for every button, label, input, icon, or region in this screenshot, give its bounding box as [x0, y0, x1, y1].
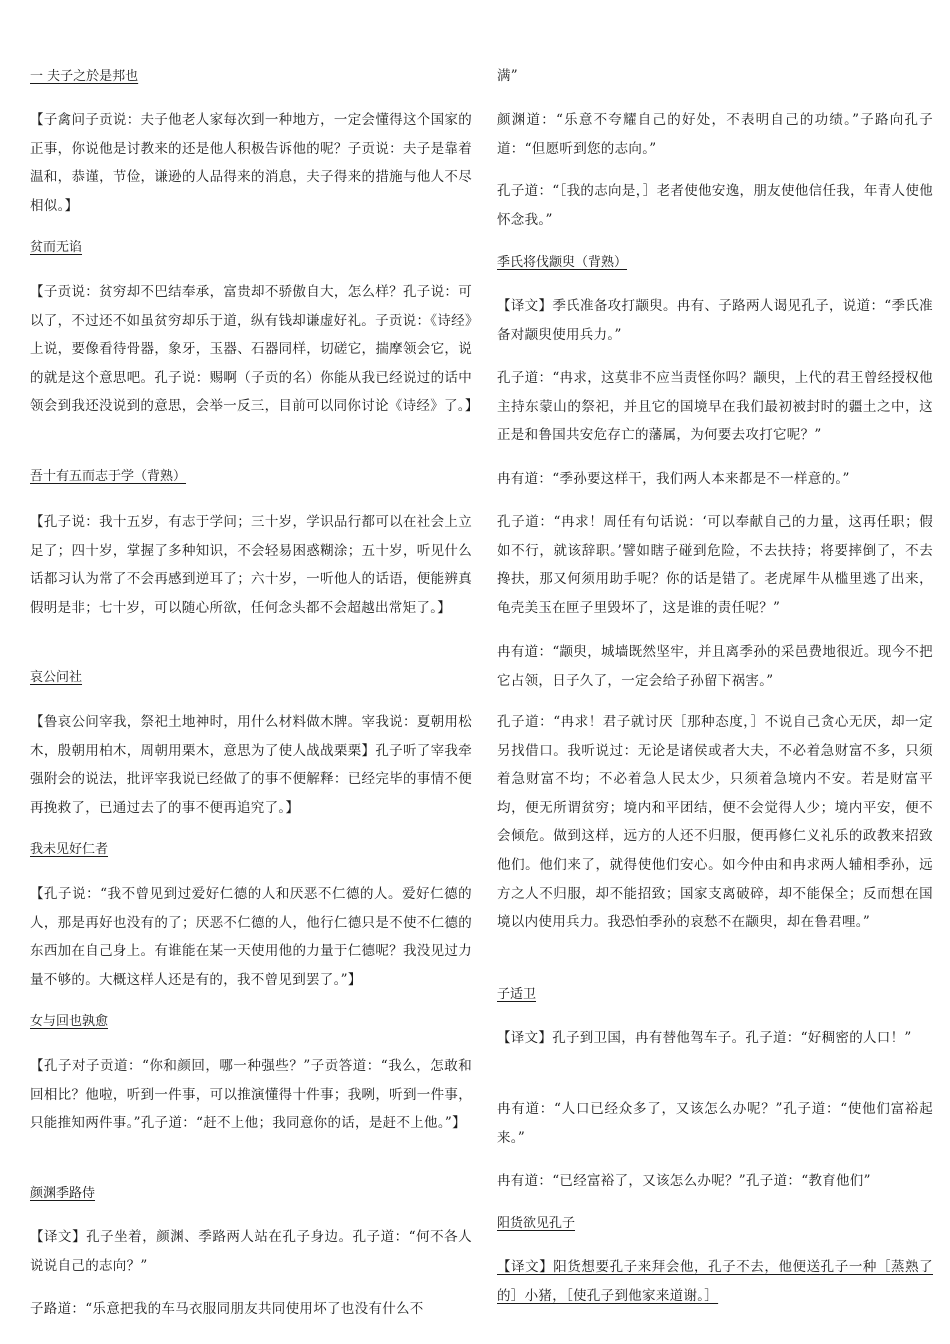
paragraph: 【子禽问子贡说：夫子他老人家每次到一种地方，一定会懂得这个国家的正事，你说他是讨教来的还是他人积极告诉他的呢？子贡说：夫子是靠着温和，恭谨，节俭，谦逊的人品得来的消息，夫子得来的措施与他人不尽相似。】	[30, 112, 472, 214]
paragraph: 【译文】季氏准备攻打颛臾。冉有、子路两人谒见孔子，说道：“季氏准备对颛臾使用兵力。”	[497, 298, 933, 343]
paragraph: 冉有道：“已经富裕了，又该怎么办呢？”孔子道：“教育他们”	[497, 1173, 871, 1189]
paragraph: 孔子道：“［我的志向是，］老者使他安逸，朋友使他信任我，年青人使他怀念我。”	[497, 183, 933, 228]
section-heading: 颜渊季路侍	[30, 1186, 96, 1201]
section-heading: 阳货欲见孔子	[497, 1216, 576, 1231]
paragraph: 冉有道：“季孙要这样干，我们两人本来都是不一样意的。”	[497, 471, 850, 487]
paragraph: 【鲁哀公问宰我，祭祀土地神时，用什么材料做木牌。宰我说：夏朝用松木，殷朝用柏木，周朝用栗木，意思为了使人战战栗栗】孔子听了宰我牵强附会的说法，批评宰我说已经做了的事不便解释：已经完毕的事情不便再挽救了，已通过去了的事不便再追究了。】	[30, 714, 472, 816]
paragraph: 【孔子说：“我不曾见到过爱好仁德的人和厌恶不仁德的人。爱好仁德的人，那是再好也没有的了；厌恶不仁德的人，他行仁德只是不使不仁德的东西加在自己身上。有谁能在某一天使用他的力量于仁德呢？我没见过力量不够的。大概这样人还是有的，我不曾见到罢了。”】	[30, 886, 472, 988]
section-heading: 一 夫子之於是邦也	[30, 69, 139, 84]
paragraph: 孔子道：“冉求！君子就讨厌［那种态度，］不说自己贪心无厌，却一定另找借口。我听说过：无论是诸侯或者大夫，不必着急财富不多，只须着急财富不均；不必着急人民太少，只须着急境内不安。若是财富平均，便无所谓贫穷；境内和平团结，便不会觉得人少；境内平安，便不会倾危。做到这样，远方的人还不归服，便再修仁义礼乐的政教来招致他们。他们来了，就得使他们安心。如今仲由和冉求两人辅相季孙，远方之人不归服，却不能招致；国家支离破碎，却不能保全；反而想在国境以内使用兵力。我恐怕季孙的哀愁不在颛臾，却在鲁君哩。”	[497, 714, 933, 931]
paragraph: 【子贡说：贫穷却不巴结奉承，富贵却不骄傲自大，怎么样？孔子说：可以了，不过还不如虽贫穷却乐于道，纵有钱却谦虚好礼。子贡说：《诗经》上说，要像看待骨器，象牙，玉器、石器同样，切磋它，揣摩领会它，说的就是这个意思吧。孔子说：赐啊（子贡的名）你能从我已经说过的话中领会到我还没说到的意思，会举一反三，目前可以同你讨论《诗经》了。】	[30, 284, 479, 415]
section-heading: 吾十有五而志于学（背熟）	[30, 469, 187, 484]
paragraph: 冉有道：“人口已经众多了，又该怎么办呢？”孔子道：“使他们富裕起来。”	[497, 1101, 933, 1146]
paragraph: 【孔子说：我十五岁，有志于学问；三十岁，学识品行都可以在社会上立足了；四十岁，掌握了多种知识，不会轻易困惑糊涂；五十岁，听见什么话都习认为常了不会再感到逆耳了；六十岁，一听他人的话语，便能辨真假明是非；七十岁，可以随心所欲，任何念头都不会超越出常矩了。】	[30, 514, 472, 616]
paragraph: 满”	[497, 68, 519, 84]
paragraph: 【译文】孔子坐着，颜渊、季路两人站在孔子身边。孔子道：“何不各人说说自己的志向？”	[30, 1229, 472, 1274]
section-heading: 女与回也孰愈	[30, 1014, 109, 1029]
section-heading: 我未见好仁者	[30, 842, 109, 857]
paragraph: 【译文】阳货想要孔子来拜会他，孔子不去，他便送孔子一种［蒸熟了的］小猪，［使孔子到他家来道谢。］	[497, 1259, 933, 1304]
section-heading: 哀公问社	[30, 670, 83, 685]
paragraph: 孔子道：“冉求，这莫非不应当责怪你吗？颛臾，上代的君王曾经授权他主持东蒙山的祭祀，并且它的国境早在我们最初被封时的疆土之中，这正是和鲁国共安危存亡的藩属，为何要去攻打它呢？”	[497, 370, 933, 444]
paragraph: 【孔子对子贡道：“你和颜回，哪一种强些？”子贡答道：“我么，怎敢和回相比？他啦，听到一件事，可以推演懂得十件事；我咧，听到一件事，只能推知两件事。”孔子道：“赶不上他；我同意你的话，是赶不上他。”】	[30, 1058, 472, 1132]
paragraph: 冉有道：“颛臾，城墙既然坚牢，并且离季孙的采邑费地很近。现今不把它占领，日子久了，一定会给子孙留下祸害。”	[497, 644, 933, 689]
paragraph: 【译文】孔子到卫国，冉有替他驾车子。孔子道：“好稠密的人口！”	[497, 1030, 912, 1046]
section-heading: 季氏将伐颛臾（背熟）	[497, 255, 628, 270]
paragraph: 孔子道：“冉求！周任有句话说：‘可以奉献自己的力量，这再任职；假如不行，就该辞职。’譬如瞎子碰到危险，不去扶持；将要摔倒了，不去搀扶，那又何须用助手呢？你的话是错了。老虎犀牛从槛里逃了出来，龟壳美玉在匣子里毁坏了，这是谁的责任呢？”	[497, 514, 933, 616]
section-heading: 贫而无谄	[30, 240, 83, 255]
section-heading: 子适卫	[497, 987, 537, 1002]
paragraph: 颜渊道：“乐意不夸耀自己的好处，不表明自己的功绩。”子路向孔子道：“但愿听到您的志向。”	[497, 112, 933, 157]
paragraph: 子路道：“乐意把我的车马衣服同朋友共同使用坏了也没有什么不	[30, 1301, 424, 1317]
